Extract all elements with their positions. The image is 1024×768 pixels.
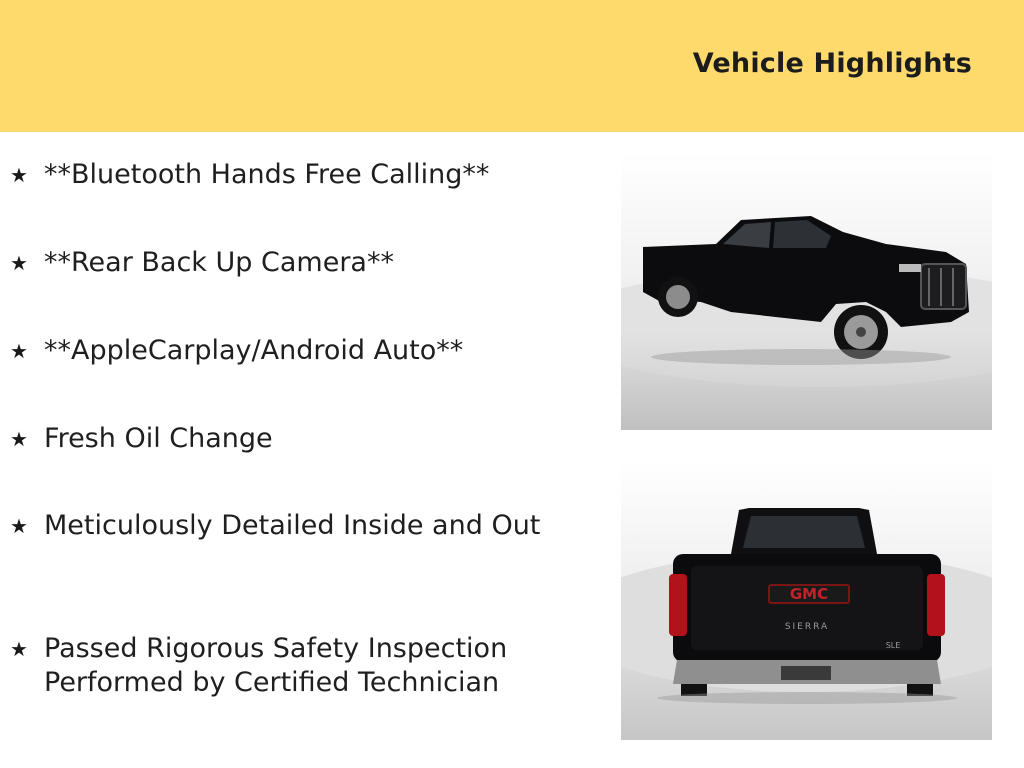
highlight-text: **Bluetooth Hands Free Calling**	[44, 159, 490, 190]
truck-side-photo	[621, 152, 992, 430]
trim-badge: SLE	[885, 641, 901, 650]
page-title: Vehicle Highlights	[692, 48, 972, 79]
truck-rear-illustration	[621, 462, 992, 740]
star-icon: ★	[10, 514, 28, 538]
star-icon: ★	[10, 251, 28, 275]
gmc-badge: GMC	[789, 585, 829, 603]
list-item	[0, 246, 590, 280]
header-banner	[0, 0, 1024, 132]
star-icon: ★	[10, 427, 28, 451]
star-icon: ★	[10, 637, 28, 661]
list-item	[0, 632, 590, 700]
list-item	[0, 334, 590, 368]
sierra-badge: SIERRA	[784, 622, 830, 632]
star-icon: ★	[10, 163, 28, 187]
list-item	[0, 158, 590, 192]
highlight-text: **AppleCarplay/Android Auto**	[44, 335, 464, 366]
highlight-text: **Rear Back Up Camera**	[44, 247, 394, 278]
highlight-text: Fresh Oil Change	[44, 423, 273, 454]
star-icon: ★	[10, 339, 28, 363]
truck-rear-photo	[621, 462, 992, 740]
truck-side-illustration	[621, 152, 992, 430]
highlight-text: Meticulously Detailed Inside and Out	[44, 510, 541, 541]
list-item	[0, 422, 590, 456]
list-item	[0, 509, 590, 543]
highlight-text: Passed Rigorous Safety Inspection Performed by Certified Technician	[44, 633, 508, 698]
